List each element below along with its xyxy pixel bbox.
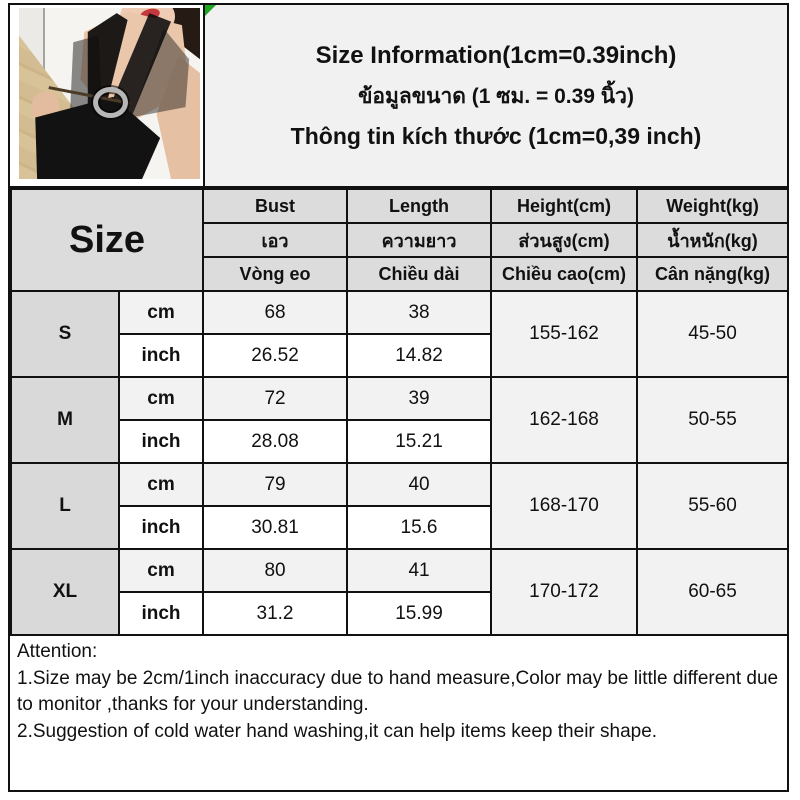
bust-inch-l: 30.81: [203, 506, 347, 549]
unit-label: inch: [119, 334, 203, 377]
col-header-length-th: ความยาว: [347, 223, 491, 257]
photo-ring-buckle: [93, 87, 128, 118]
col-header-weight-en: Weight(kg): [637, 189, 788, 223]
length-cm-m: 39: [347, 377, 491, 420]
green-corner-marker: [205, 5, 216, 16]
bust-cm-xl: 80: [203, 549, 347, 592]
length-inch-l: 15.6: [347, 506, 491, 549]
length-inch-m: 15.21: [347, 420, 491, 463]
weight-range-m: 50-55: [637, 377, 788, 463]
bust-cm-s: 68: [203, 291, 347, 334]
table-row-s-cm: [11, 291, 788, 334]
size-corner-label: Size: [11, 189, 203, 291]
col-header-length-vi: Chiều dài: [347, 257, 491, 291]
bust-cm-m: 72: [203, 377, 347, 420]
length-inch-xl: 15.99: [347, 592, 491, 635]
header-banner: [10, 5, 787, 188]
col-header-length-en: Length: [347, 189, 491, 223]
table-row-m-cm: [11, 377, 788, 420]
size-label-s: S: [11, 291, 119, 377]
length-cm-l: 40: [347, 463, 491, 506]
size-label-xl: XL: [11, 549, 119, 635]
title-vietnamese: Thông tin kích thước (1cm=0,39 inch): [290, 122, 702, 149]
col-header-bust-vi: Vòng eo: [203, 257, 347, 291]
size-table: [10, 188, 789, 636]
col-header-bust-th: เอว: [203, 223, 347, 257]
unit-label: cm: [119, 549, 203, 592]
bust-inch-s: 26.52: [203, 334, 347, 377]
weight-range-s: 45-50: [637, 291, 788, 377]
height-range-s: 155-162: [491, 291, 637, 377]
col-header-weight-vi: Cân nặng(kg): [637, 257, 788, 291]
attention-note-2: 2.Suggestion of cold water hand washing,it can help items keep their shape.: [17, 720, 658, 742]
unit-label: inch: [119, 420, 203, 463]
col-header-bust-en: Bust: [203, 189, 347, 223]
length-cm-xl: 41: [347, 549, 491, 592]
unit-label: inch: [119, 592, 203, 635]
weight-range-l: 55-60: [637, 463, 788, 549]
bust-cm-l: 79: [203, 463, 347, 506]
length-inch-s: 14.82: [347, 334, 491, 377]
size-chart-sheet: [8, 3, 789, 792]
attention-note-1: 1.Size may be 2cm/1inch inaccuracy due to hand measure,Color may be little different due to monitor ,thanks for your understanding.: [17, 667, 779, 716]
header-row-english: [11, 189, 788, 223]
weight-range-xl: 60-65: [637, 549, 788, 635]
unit-label: cm: [119, 463, 203, 506]
product-photo-cell: [10, 5, 205, 186]
unit-label: inch: [119, 506, 203, 549]
size-label-m: M: [11, 377, 119, 463]
attention-notes: [10, 636, 787, 790]
table-row-xl-cm: [11, 549, 788, 592]
col-header-height-vi: Chiều cao(cm): [491, 257, 637, 291]
unit-label: cm: [119, 291, 203, 334]
size-label-l: L: [11, 463, 119, 549]
table-row-l-cm: [11, 463, 788, 506]
col-header-weight-th: น้ำหนัก(kg): [637, 223, 788, 257]
bust-inch-m: 28.08: [203, 420, 347, 463]
height-range-m: 162-168: [491, 377, 637, 463]
title-thai: ข้อมูลขนาด (1 ซม. = 0.39 นิ้ว): [358, 84, 634, 108]
col-header-height-en: Height(cm): [491, 189, 637, 223]
height-range-l: 168-170: [491, 463, 637, 549]
product-photo: [19, 8, 200, 179]
title-block: [205, 5, 787, 186]
col-header-height-th: ส่วนสูง(cm): [491, 223, 637, 257]
unit-label: cm: [119, 377, 203, 420]
attention-heading: Attention:: [17, 641, 98, 662]
title-english: Size Information(1cm=0.39inch): [315, 41, 677, 69]
length-cm-s: 38: [347, 291, 491, 334]
bust-inch-xl: 31.2: [203, 592, 347, 635]
height-range-xl: 170-172: [491, 549, 637, 635]
